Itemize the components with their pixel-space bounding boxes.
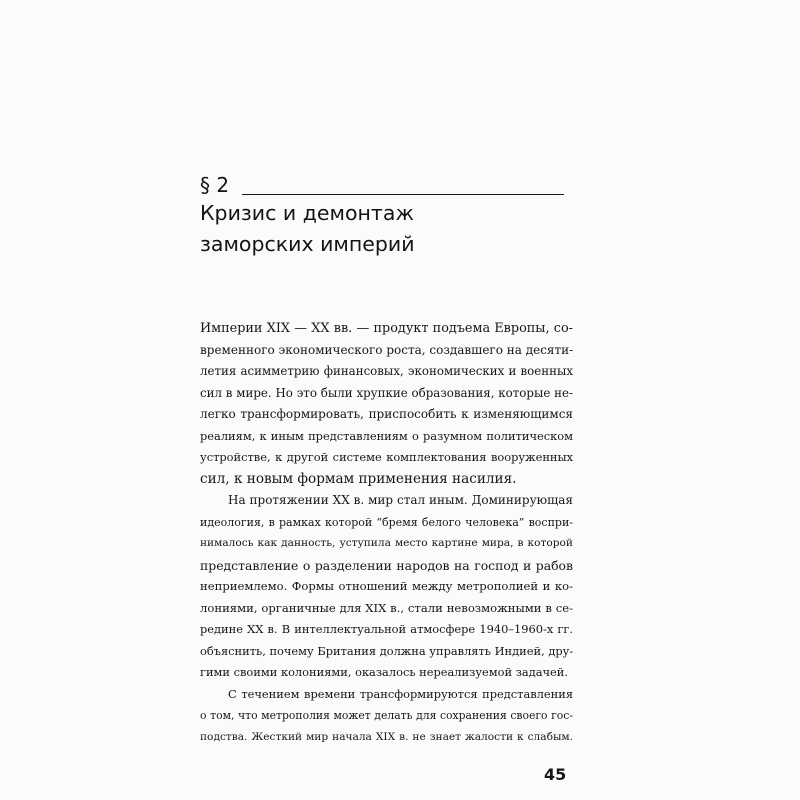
- text-line: подства. Жесткий мир начала XIX в. не знает жалости к слабым.: [200, 730, 573, 743]
- page-number: 45: [544, 765, 567, 784]
- section-heading: [200, 172, 572, 260]
- body-text: [200, 318, 573, 748]
- text-line: о том, что метрополия может делать для сохранения своего гос-: [200, 709, 573, 722]
- text-line: представление о разделении народов на господ и рабов: [200, 557, 573, 573]
- text-line: объяснить, почему Британия должна управлять Индией, дру-: [200, 643, 574, 658]
- section-title: [200, 198, 572, 260]
- text-line: идеология, в рамках которой “бремя белого человека” воспри-: [200, 515, 573, 529]
- paragraph-1: [200, 318, 573, 490]
- paragraph-3: [200, 684, 573, 749]
- text-line: легко трансформировать, приспособить к изменяющимся: [200, 407, 573, 421]
- text-line: гими своими колониями, оказалось нереализуемой задачей.: [200, 665, 569, 679]
- text-line: неприемлемо. Формы отношений между метрополией и ко-: [200, 579, 573, 593]
- text-line: С течением времени трансформируются представления: [228, 686, 573, 701]
- text-line: редине XX в. В интеллектуальной атмосфере 1940–1960-х гг.: [200, 622, 573, 636]
- text-line: реалиям, к иным представлениям о разумном политическом: [200, 428, 573, 443]
- section-title-line-1: Кризис и демонтаж: [200, 201, 414, 225]
- text-line: сил, к новым формам применения насилия.: [200, 470, 517, 487]
- section-mark-text: § 2: [200, 173, 230, 197]
- section-number: [200, 172, 572, 198]
- text-line: сил в мире. Но это были хрупкие образования, которые не-: [200, 385, 573, 400]
- text-line: устройстве, к другой системе комплектования вооруженных: [200, 450, 573, 464]
- text-line: лониями, органичные для XIX в., стали невозможными в се-: [200, 600, 573, 615]
- text-line: временного экономического роста, создавшего на десяти-: [200, 342, 574, 357]
- text-line: нималось как данность, уступила место картине мира, в которой: [200, 537, 573, 549]
- text-line: Империи XIX — XX вв. — продукт подъема Европы, со-: [200, 321, 573, 336]
- section-title-line-2: заморских империй: [200, 232, 415, 256]
- paragraph-2: [200, 490, 573, 684]
- section-rule: [242, 194, 564, 195]
- text-line: летия асимметрию финансовых, экономических и военных: [200, 364, 573, 378]
- text-line: На протяжении XX в. мир стал иным. Доминирующая: [228, 493, 573, 507]
